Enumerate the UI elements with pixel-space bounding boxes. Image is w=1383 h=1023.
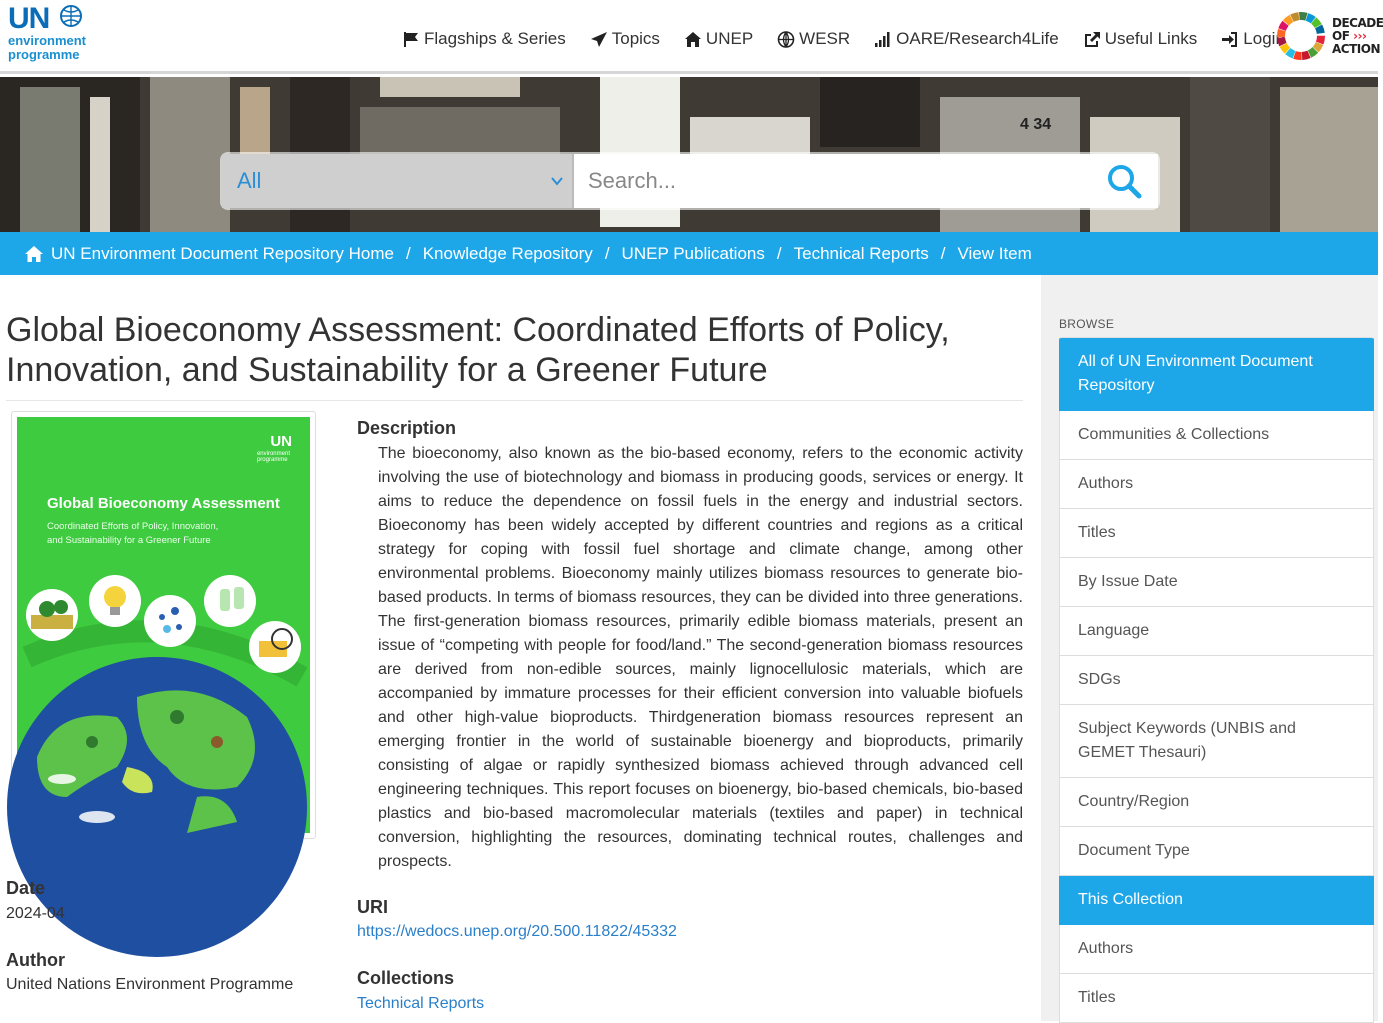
chevrons-icon: ›››: [1353, 28, 1367, 43]
sidebar-item-communities-collections[interactable]: Communities & Collections: [1059, 411, 1374, 460]
search-scope-select[interactable]: [222, 154, 574, 208]
nav-label: Flagships & Series: [424, 29, 566, 48]
signal-bars-icon: [874, 31, 892, 48]
description-label: Description: [357, 418, 457, 438]
paper-plane-icon: [590, 31, 608, 48]
cover-earth-illustration: [17, 567, 310, 833]
chevron-down-icon: [550, 174, 564, 188]
nav-label: Topics: [611, 29, 660, 48]
decade-line: DECADE: [1332, 15, 1383, 30]
cover-subtitle-line: Coordinated Efforts of Policy, Innovation,: [47, 521, 219, 532]
browse-list: [1059, 337, 1374, 1023]
item-title: Global Bioeconomy Assessment: Coordinated Efforts of Policy, Innovation, and Sustainability for a Greener Future: [6, 311, 950, 389]
date-value: 2024-04: [6, 905, 65, 922]
svg-text:4 34: 4 34: [1020, 116, 1052, 133]
logo-un-text: UN: [8, 2, 50, 35]
cover-subtitle-line: and Sustainability for a Greener Future: [47, 535, 211, 546]
sidebar-item-sdgs[interactable]: SDGs: [1059, 656, 1374, 705]
cover-thumbnail[interactable]: [11, 411, 316, 839]
cover-brand-line: programme: [256, 457, 288, 463]
search-input[interactable]: [574, 154, 1090, 208]
date-label: Date: [6, 878, 46, 898]
globe-icon: [777, 31, 795, 48]
sidebar-item-collection-authors[interactable]: Authors: [1059, 925, 1374, 974]
cover-brand: UN: [270, 433, 292, 450]
search-bar: [222, 154, 1158, 208]
breadcrumb-technical-reports[interactable]: Technical Reports: [793, 243, 929, 263]
nav-label: Useful Links: [1104, 29, 1198, 48]
breadcrumb-unep-publications[interactable]: UNEP Publications: [621, 243, 765, 263]
breadcrumb-knowledge-repository[interactable]: Knowledge Repository: [422, 243, 593, 263]
nav-label: Login: [1243, 29, 1285, 48]
sidebar-item-authors[interactable]: Authors: [1059, 460, 1374, 509]
sign-in-icon: [1221, 31, 1239, 48]
external-link-icon: [1083, 31, 1101, 48]
sidebar-item-subject-keywords[interactable]: Subject Keywords (UNBIS and GEMET Thesauri): [1059, 705, 1374, 778]
author-value: United Nations Environment Programme: [6, 976, 294, 993]
flag-icon: [402, 31, 420, 48]
logo-line-programme: programme: [8, 47, 80, 62]
nav-flagships-series[interactable]: [402, 29, 566, 49]
breadcrumb: [0, 232, 1378, 275]
cover-image: [17, 417, 310, 833]
nav-topics[interactable]: [590, 29, 660, 49]
decade-line: OF: [1332, 28, 1350, 43]
nav-label: UNEP: [705, 29, 754, 48]
sidebar-item-country-region[interactable]: Country/Region: [1059, 778, 1374, 827]
cover-title: Global Bioeconomy Assessment: [47, 495, 280, 512]
sidebar-item-all-repository[interactable]: All of UN Environment Document Repository: [1059, 337, 1374, 411]
breadcrumb-separator: /: [405, 243, 411, 263]
breadcrumb-home[interactable]: UN Environment Document Repository Home: [51, 243, 394, 263]
decade-of-action-logo[interactable]: [1276, 11, 1383, 61]
nav-unep[interactable]: [684, 29, 753, 49]
sidebar-item-document-type[interactable]: Document Type: [1059, 827, 1374, 876]
collection-link-technical-reports[interactable]: Technical Reports: [357, 995, 485, 1012]
description-text: The bioeconomy, also known as the bio-based economy, refers to the economic activity involving the use of biotechnology and biomass in producing goods, services or energy. It aims to reduce the dependence on fossil fuels in the energy and industrial sectors. Bioeconomy has been widely accepted by different countries and regions as a critical strategy for coping with fossil fuel shortage and climate change, among other environmental problems. Bioeconomy mainly utilizes biomass resources to generate bio-based products. In terms of biomass resources, they can be divided into three generations. The first-generation biomass resources, primarily edible biomass materials, present an issue of “competing with people for food/land.” The second-generation biomass resources are derived from non-edible sources, mainly lignocellulosic materials, which are accompanied by immature processes for their efficient conversion into valuable biofuels and other high-value bioproducts. Thirdgeneration biomass resources represent an emerging frontier in the world of sustainable bioenergy and bioproducts, primarily consisting of algae or rapidly synthesized biomass achieved through advanced cell engineering techniques. This report focuses on bioenergy, bio-based chemicals, bio-based plastics and bio-based macromolecular materials (textiles and paper) in technical conversion, highlighting the resources, dominating technical routes, challenges and prospects.: [378, 445, 1023, 870]
uri-label: URI: [357, 897, 388, 917]
logo-line-environment: environment: [8, 33, 87, 48]
home-icon: [684, 31, 702, 48]
nav-label: WESR: [799, 29, 851, 48]
sidebar-item-collection-titles[interactable]: Titles: [1059, 974, 1374, 1023]
nav-wesr[interactable]: [777, 29, 850, 49]
uri-link[interactable]: https://wedocs.unep.org/20.500.11822/45332: [357, 923, 677, 940]
un-emblem-icon: [56, 4, 86, 28]
unep-logo[interactable]: [8, 4, 98, 68]
search-button[interactable]: [1090, 154, 1158, 208]
breadcrumb-separator: /: [776, 243, 782, 263]
cover-brand-sub: [257, 451, 290, 463]
nav-oare-research4life[interactable]: [874, 29, 1059, 49]
sidebar-item-this-collection[interactable]: This Collection: [1059, 876, 1374, 925]
sdg-wheel-icon: [1276, 11, 1326, 61]
browse-heading: BROWSE: [1059, 317, 1115, 331]
breadcrumb-separator: /: [604, 243, 610, 263]
collections-label: Collections: [357, 968, 455, 988]
top-header: [0, 0, 1383, 74]
title-divider: [6, 400, 1023, 401]
decade-line: ACTION: [1332, 41, 1380, 56]
cover-subtitle: [47, 520, 218, 548]
search-icon: [1105, 162, 1143, 200]
nav-label: OARE/Research4Life: [896, 29, 1059, 48]
sidebar-item-language[interactable]: Language: [1059, 607, 1374, 656]
main-nav: [402, 28, 1299, 50]
author-label: Author: [6, 950, 65, 970]
sidebar-item-titles[interactable]: Titles: [1059, 509, 1374, 558]
search-scope-value: All: [237, 168, 262, 193]
decade-of-action-text: [1332, 17, 1383, 56]
sidebar-item-by-issue-date[interactable]: By Issue Date: [1059, 558, 1374, 607]
breadcrumb-separator: /: [940, 243, 946, 263]
home-icon: [24, 245, 44, 263]
cover-brand-line: environment: [256, 451, 290, 457]
breadcrumb-view-item: View Item: [957, 243, 1032, 263]
nav-useful-links[interactable]: [1083, 29, 1198, 49]
